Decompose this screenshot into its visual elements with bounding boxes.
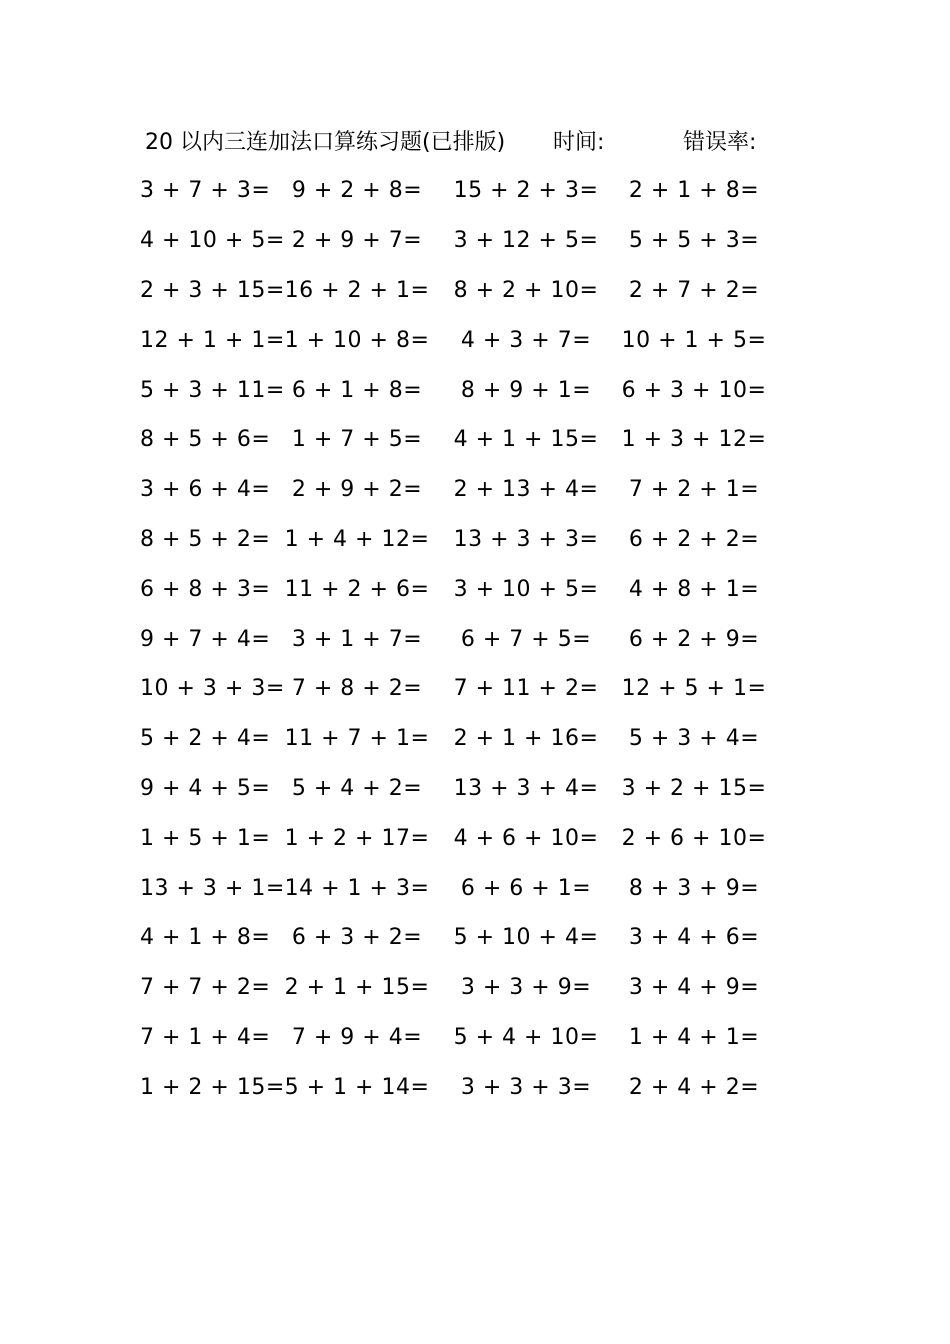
problem-item: 5 + 4 + 10= [453,1024,599,1050]
problem-item: 7 + 1 + 4= [140,1024,271,1050]
problem-item: 2 + 1 + 15= [284,975,430,1001]
problem-row [140,515,780,565]
problem-item: 2 + 4 + 2= [628,1074,760,1100]
problem-item: 7 + 7 + 2= [140,975,271,1001]
problem-row [140,913,780,963]
error-rate-label: 错误率: [683,130,757,155]
problem-item: 11 + 2 + 6= [284,576,430,602]
problem-item: 12 + 5 + 1= [621,676,767,702]
problem-item: 3 + 7 + 3= [140,178,271,204]
problem-item: 2 + 3 + 15= [140,277,285,303]
problem-item: 15 + 2 + 3= [453,178,599,204]
problem-item: 3 + 3 + 9= [460,975,592,1001]
problem-item: 5 + 1 + 14= [284,1074,430,1100]
problem-item: 6 + 2 + 9= [628,626,760,652]
problem-item: 9 + 7 + 4= [140,626,271,652]
problem-item: 1 + 10 + 8= [284,327,430,353]
problem-item: 3 + 4 + 6= [628,925,760,951]
problem-item: 4 + 10 + 5= [140,228,285,254]
problem-row [140,764,780,814]
problem-item: 3 + 6 + 4= [140,477,271,503]
problem-row [140,614,780,664]
problem-item: 8 + 2 + 10= [453,277,599,303]
problem-item: 7 + 2 + 1= [628,477,760,503]
problem-row [140,813,780,863]
problem-item: 5 + 4 + 2= [291,775,423,801]
problem-row [140,1013,780,1063]
problem-item: 6 + 2 + 2= [628,526,760,552]
worksheet-title: 20 以内三连加法口算练习题(已排版) [145,130,506,155]
problem-item: 6 + 1 + 8= [291,377,423,403]
problem-item: 11 + 7 + 1= [284,726,430,752]
problem-item: 7 + 9 + 4= [291,1024,423,1050]
problem-item: 7 + 8 + 2= [291,676,423,702]
problem-item: 4 + 6 + 10= [453,825,599,851]
problem-row [140,1062,780,1112]
problem-item: 5 + 5 + 3= [628,228,760,254]
time-label: 时间: [553,130,605,155]
problem-item: 2 + 6 + 10= [621,825,767,851]
problem-item: 5 + 3 + 4= [628,726,760,752]
problem-item: 4 + 1 + 15= [453,427,599,453]
problem-item: 8 + 3 + 9= [628,875,760,901]
problem-item: 8 + 9 + 1= [460,377,592,403]
problem-item: 8 + 5 + 6= [140,427,271,453]
problem-item: 2 + 13 + 4= [453,477,599,503]
problem-item: 1 + 2 + 15= [140,1074,285,1100]
problem-row [140,863,780,913]
problem-item: 12 + 1 + 1= [140,327,285,353]
problem-row [140,714,780,764]
problem-item: 4 + 8 + 1= [628,576,760,602]
problem-item: 1 + 2 + 17= [284,825,430,851]
problem-item: 3 + 2 + 15= [621,775,767,801]
problem-item: 2 + 1 + 16= [453,726,599,752]
problem-row [140,216,780,266]
problem-item: 9 + 2 + 8= [291,178,423,204]
problem-item: 2 + 7 + 2= [628,277,760,303]
problem-row [140,315,780,365]
problem-item: 16 + 2 + 1= [284,277,430,303]
problem-item: 10 + 3 + 3= [140,676,285,702]
problem-item: 1 + 7 + 5= [291,427,423,453]
problem-row [140,664,780,714]
problem-item: 6 + 6 + 1= [460,875,592,901]
problem-row [140,465,780,515]
problem-item: 13 + 3 + 1= [140,875,285,901]
problem-item: 5 + 2 + 4= [140,726,271,752]
problem-item: 10 + 1 + 5= [621,327,767,353]
problem-item: 7 + 11 + 2= [453,676,599,702]
problem-item: 1 + 3 + 12= [621,427,767,453]
problem-item: 6 + 8 + 3= [140,576,271,602]
problem-item: 5 + 3 + 11= [140,377,285,403]
problem-row [140,963,780,1013]
problem-item: 1 + 4 + 1= [628,1024,760,1050]
problem-item: 6 + 3 + 2= [291,925,423,951]
problem-item: 3 + 1 + 7= [291,626,423,652]
problem-item: 6 + 3 + 10= [621,377,767,403]
problem-item: 1 + 4 + 12= [284,526,430,552]
problem-item: 14 + 1 + 3= [284,875,430,901]
worksheet-header [145,126,785,160]
problem-item: 4 + 1 + 8= [140,925,271,951]
problem-item: 2 + 1 + 8= [628,178,760,204]
problem-item: 2 + 9 + 7= [291,228,423,254]
problem-row [140,564,780,614]
problem-item: 2 + 9 + 2= [291,477,423,503]
problem-row [140,166,780,216]
problem-item: 9 + 4 + 5= [140,775,271,801]
problem-item: 8 + 5 + 2= [140,526,271,552]
problem-row [140,415,780,465]
problem-item: 3 + 3 + 3= [460,1074,592,1100]
problem-row [140,365,780,415]
problem-grid [140,166,780,1112]
problem-item: 4 + 3 + 7= [460,327,592,353]
problem-row [140,266,780,316]
problem-item: 13 + 3 + 3= [453,526,599,552]
problem-item: 3 + 10 + 5= [453,576,599,602]
problem-item: 13 + 3 + 4= [453,775,599,801]
problem-item: 6 + 7 + 5= [460,626,592,652]
problem-item: 3 + 12 + 5= [453,228,599,254]
problem-item: 5 + 10 + 4= [453,925,599,951]
problem-item: 1 + 5 + 1= [140,825,271,851]
problem-item: 3 + 4 + 9= [628,975,760,1001]
